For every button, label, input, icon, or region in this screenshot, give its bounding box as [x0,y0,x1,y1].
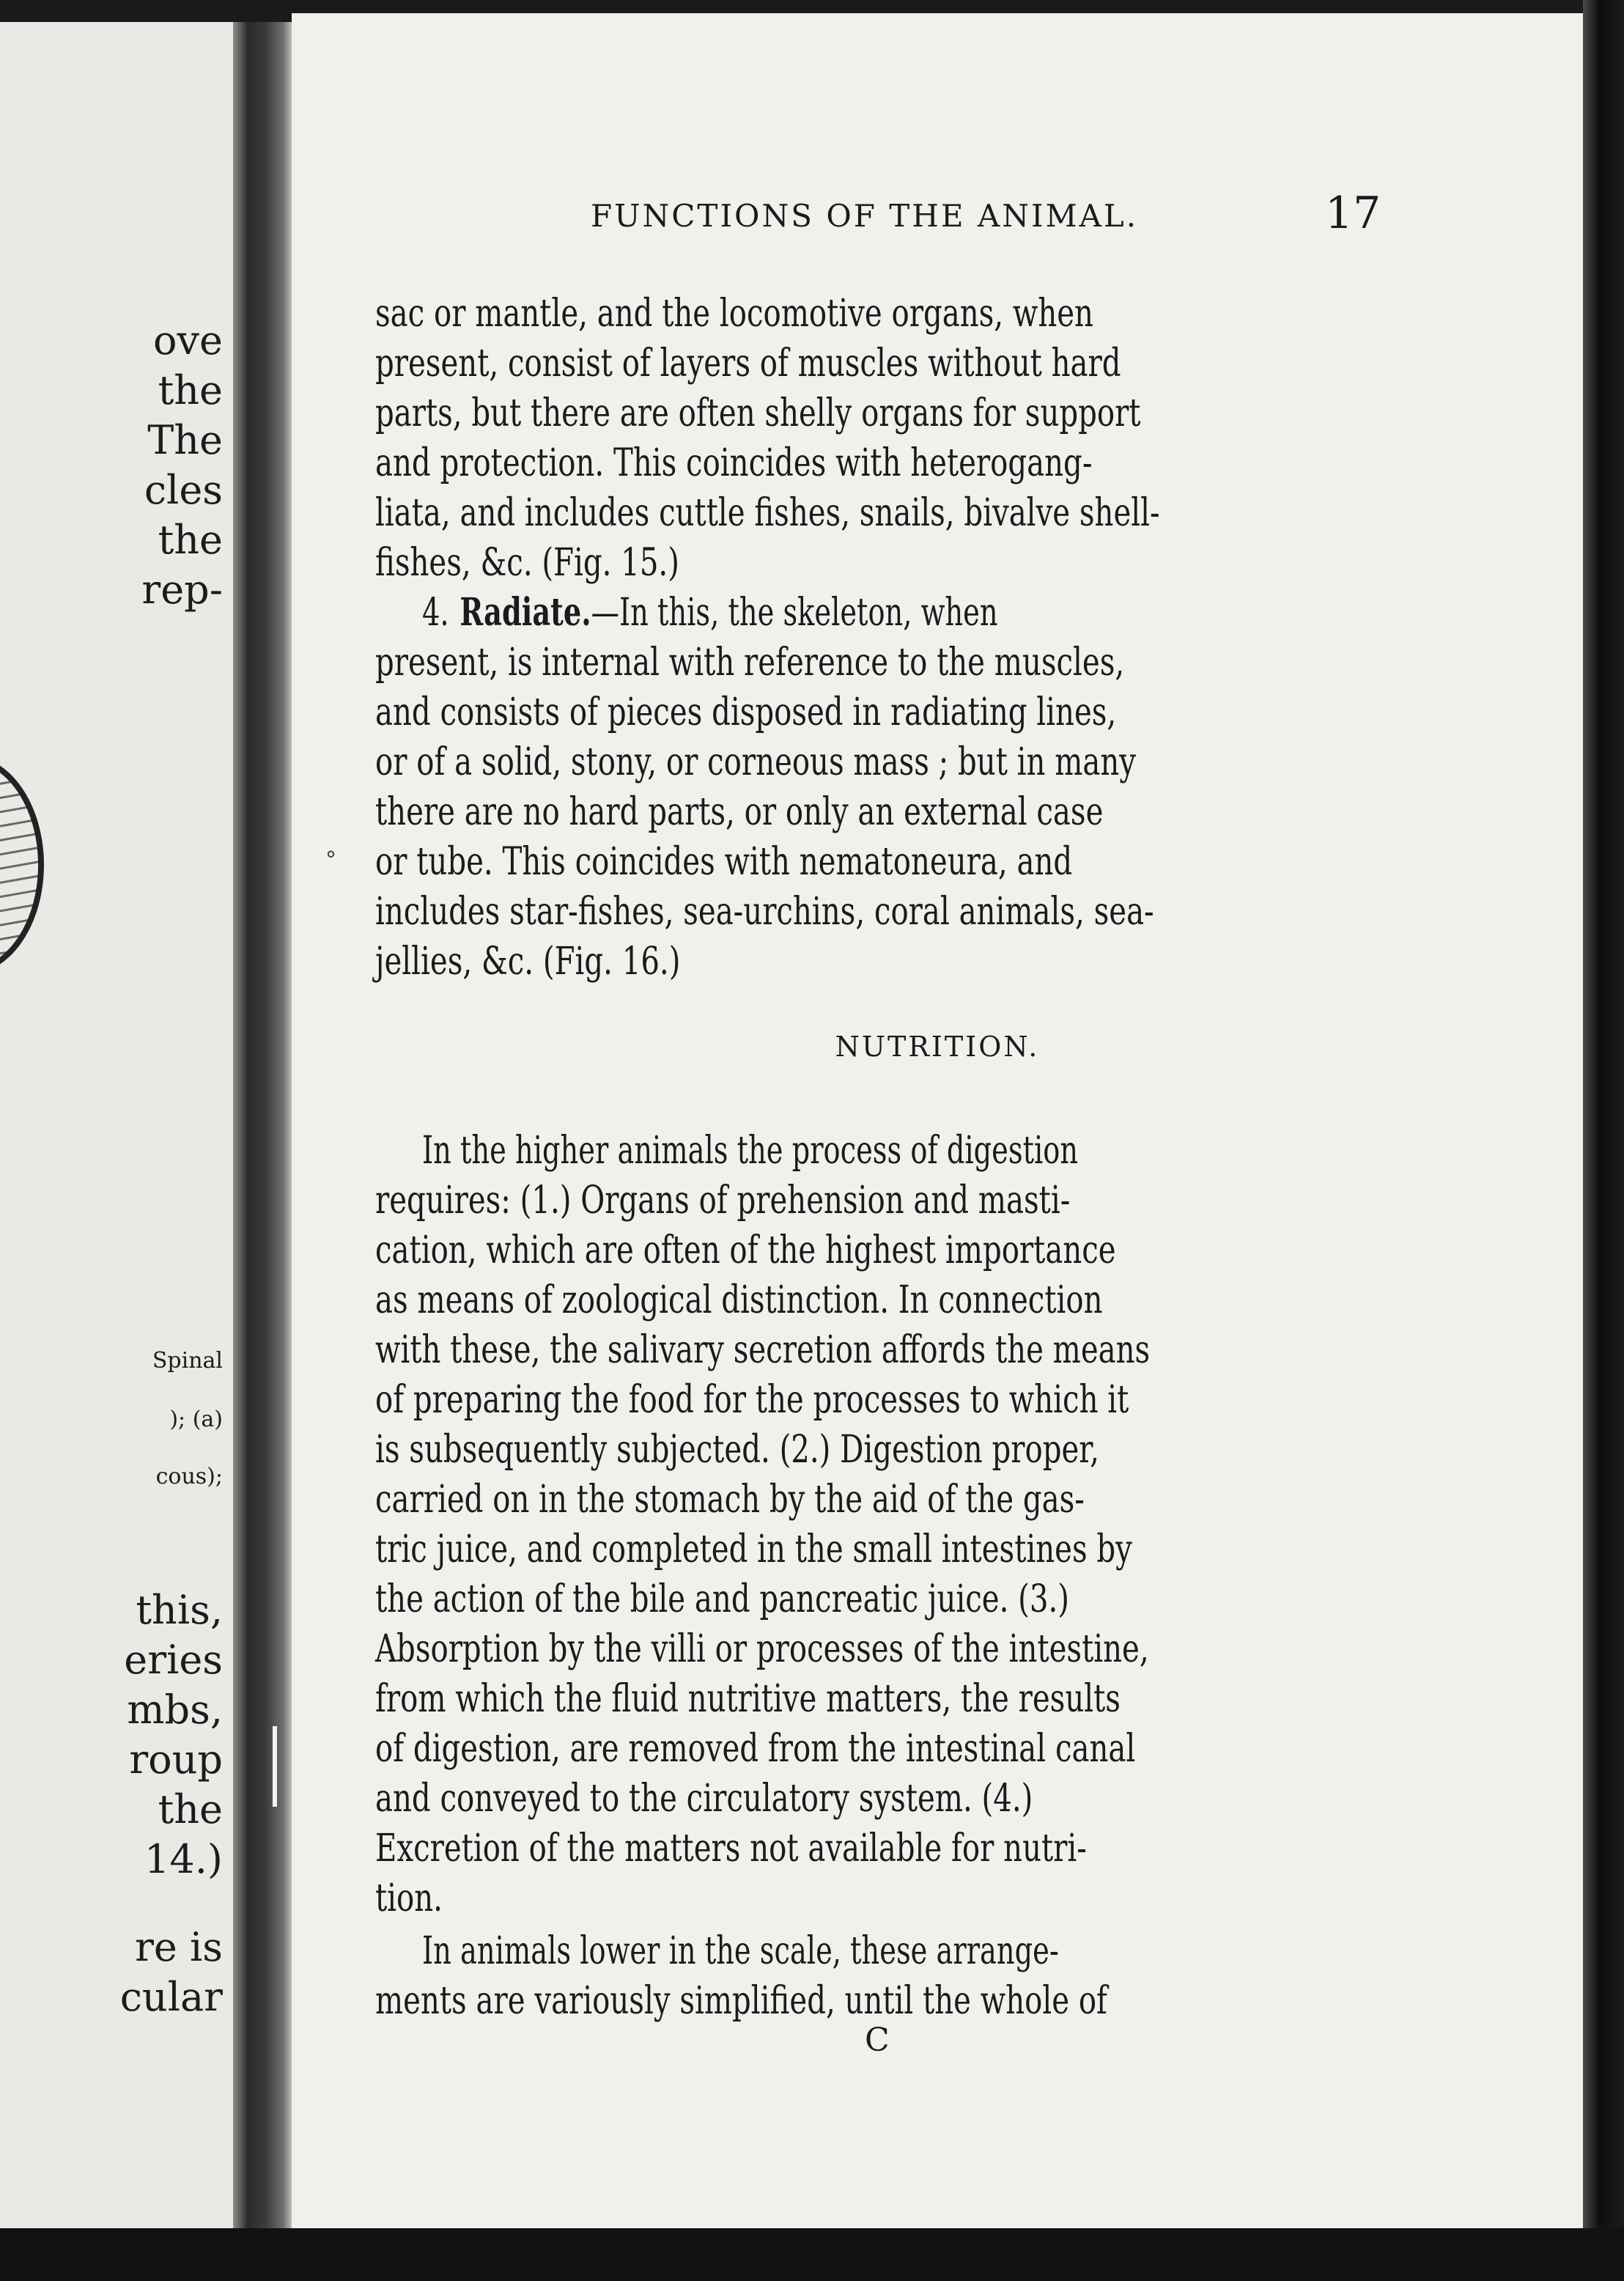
text-line [375,790,1373,834]
text-line [375,1777,1373,1821]
margin-speck: ° [325,847,336,873]
text-run: sac or mantle, and the locomotive organs, when [375,292,1093,336]
text-run: the action of the bile and pancreatic juice. (3.) [375,1577,1069,1621]
text-line [375,1727,1373,1771]
text-run: as means of zoological distinction. In connection [375,1278,1103,1322]
text-line [422,1929,1373,1973]
text-run: liata, and includes cuttle fishes, snails, bivalve shell- [375,491,1160,535]
partial-figure [0,755,44,975]
text-run: In the higher animals the process of digestion [422,1129,1079,1173]
text-run: ments are variously simplified, until the whole of [375,1979,1107,2023]
text-line [375,1876,1373,1920]
text-run: cation, which are often of the highest importance [375,1228,1116,1272]
text-line [375,1530,1373,1569]
text-line [375,1979,1373,2023]
text-run: Excretion of the matters not available for nutri- [375,1827,1087,1871]
text-run: and conveyed to the circulatory system. (4.) [375,1777,1033,1821]
text-run: jellies, &c. (Fig. 16.) [375,940,681,984]
text-run: present, is internal with reference to the muscles, [375,641,1125,685]
text-line [375,1228,1373,1272]
text-line [375,342,1373,386]
text-line [375,890,1373,934]
text-run: parts, but there are often shelly organs for support [375,391,1141,435]
text-run: —In this, the skeleton, when [591,591,998,635]
text-run: with these, the salivary secretion affords the means [375,1328,1151,1372]
previous-page-edge [0,22,233,2228]
text-line [375,292,1373,336]
previous-page-line: mbs, [127,1687,223,1733]
text-line [375,840,1373,884]
gutter-mark [273,1726,277,1807]
text-line [375,491,1373,535]
previous-page-line: this, [136,1587,223,1633]
text-line [375,1627,1373,1671]
text-line [375,1428,1373,1472]
right-page-edge [1583,0,1624,2281]
bottom-page-edge [0,2228,1624,2281]
text-line [375,940,1373,984]
book-gutter [233,22,292,2228]
text-line [375,1328,1373,1372]
previous-page-line: the [158,1786,223,1832]
running-head: FUNCTIONS OF THE ANIMAL. [591,198,1139,234]
previous-page-line: rep- [141,567,223,613]
text-run: includes star-fishes, sea-urchins, coral animals, sea- [375,890,1154,934]
text-run: or of a solid, stony, or corneous mass ; but in many [375,740,1137,784]
text-run: 4. [422,591,449,635]
text-line [375,1827,1373,1871]
text-run: fishes, &c. (Fig. 15.) [375,541,679,585]
text-line [375,641,1373,685]
text-line [422,590,1373,635]
signature-mark: C [865,2022,890,2059]
previous-page-line: roup [129,1736,223,1783]
text-run: In animals lower in the scale, these arrange- [422,1929,1059,1973]
text-run: carried on in the stomach by the aid of the gas- [375,1478,1085,1522]
previous-page-caption: cous); [155,1464,223,1489]
text-run: tion. [375,1876,443,1920]
text-line [375,1179,1373,1223]
previous-page-line: re is [135,1924,223,1970]
text-line [375,1478,1373,1522]
previous-page-line: cular [119,1974,223,2020]
previous-page-line: 14.) [144,1836,223,1882]
previous-page-caption: Spinal [152,1348,223,1374]
text-run: of digestion, are removed from the intestinal canal [375,1727,1136,1771]
text-run: and consists of pieces disposed in radiating lines, [375,690,1117,734]
text-run: tric juice, and completed in the small intestines by [375,1528,1132,1571]
text-line [375,1378,1373,1422]
previous-page-line: the [158,367,223,413]
text-run: is subsequently subjected. (2.) Digestion proper, [375,1428,1099,1472]
text-line [375,1278,1373,1322]
text-line [422,1129,1373,1173]
text-line [375,541,1373,585]
text-line [375,391,1373,435]
text-run: there are no hard parts, or only an external case [375,790,1104,834]
defined-term: Radiate. [459,590,591,635]
previous-page-line: ove [153,317,223,364]
page-number: 17 [1325,188,1381,239]
previous-page-line: eries [124,1637,223,1683]
text-run: and protection. This coincides with heterogang- [375,441,1093,485]
text-line [375,441,1373,485]
text-run: or tube. This coincides with nematoneura, and [375,840,1073,884]
text-run: from which the fluid nutritive matters, the results [375,1677,1121,1721]
text-line [375,690,1373,734]
page [292,13,1583,2228]
text-run: Absorption by the villi or processes of the intestine, [375,1627,1149,1671]
text-run: of preparing the food for the processes to which it [375,1378,1129,1422]
previous-page-line: the [158,517,223,563]
previous-page-caption: ); (a) [169,1407,223,1432]
text-run: present, consist of layers of muscles without hard [375,342,1121,386]
text-line [375,1677,1373,1721]
text-line [375,740,1373,784]
text-line [375,1577,1373,1621]
text-run: requires: (1.) Organs of prehension and masti- [375,1179,1071,1223]
previous-page-line: cles [144,467,223,513]
previous-page-line: The [147,417,223,463]
section-heading: NUTRITION. [835,1031,1040,1063]
